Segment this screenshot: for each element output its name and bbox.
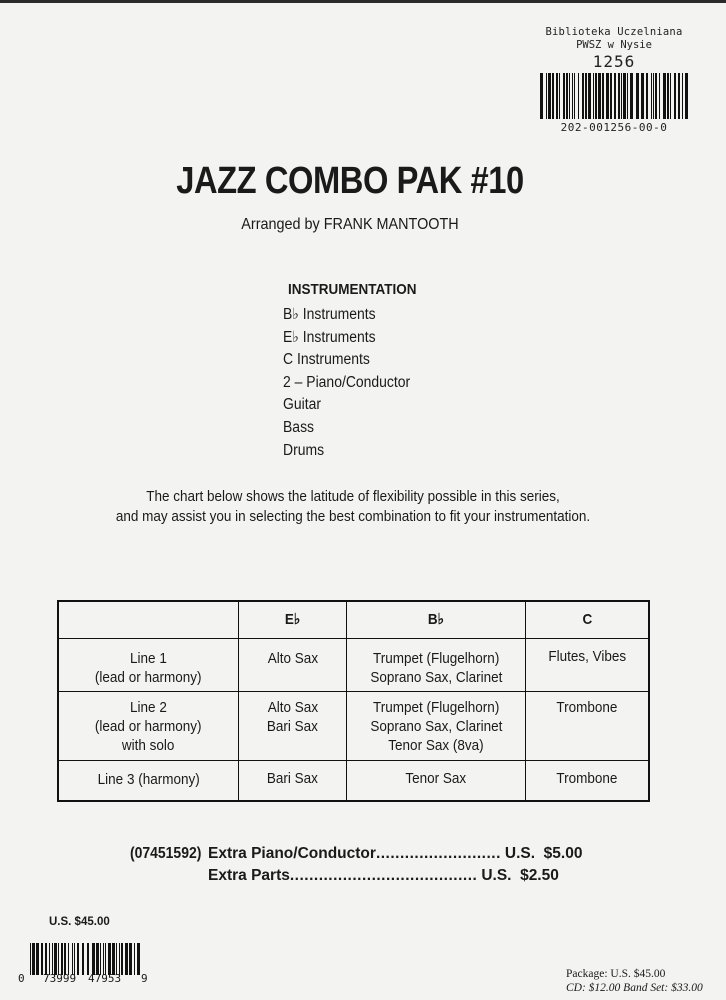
- barcode-bar: [112, 943, 115, 975]
- barcode-bar: [593, 73, 594, 119]
- instrumentation-list: [283, 304, 410, 462]
- cell-line: Tenor Sax (8va): [388, 737, 484, 754]
- eb-cell: [238, 639, 346, 692]
- cell-line: (lead or harmony): [95, 669, 202, 686]
- bb-cell: [347, 692, 526, 761]
- description-line: and may assist you in selecting the best combination to fit your instrumentation.: [115, 508, 591, 525]
- table-row: [58, 692, 649, 761]
- barcode-bar: [58, 943, 59, 975]
- barcode-bar: [137, 943, 140, 975]
- barcode-bar: [92, 943, 95, 975]
- barcode-bar: [116, 943, 117, 975]
- upc-group1: 73999: [43, 972, 77, 985]
- cell-line: Flutes, Vibes: [548, 648, 626, 665]
- header-bb: B♭: [427, 611, 445, 628]
- cell-line: Line 1: [129, 650, 167, 667]
- cell-line: Line 2: [129, 699, 167, 716]
- price-row-parts: [130, 865, 582, 887]
- cell-line: (lead or harmony): [95, 718, 202, 735]
- cell-line: Line 3 (harmony): [97, 771, 200, 788]
- barcode-bar: [585, 73, 587, 119]
- eb-cell: [238, 761, 346, 801]
- cell-line: Soprano Sax, Clarinet: [370, 669, 503, 686]
- barcode-bar: [667, 73, 669, 119]
- instrumentation-table: [57, 600, 650, 802]
- barcode-bar: [670, 73, 671, 119]
- c-cell: [525, 761, 649, 801]
- barcode-bar: [41, 943, 43, 975]
- cell-line: with solo: [122, 737, 175, 754]
- barcode-bar: [54, 943, 57, 975]
- piano-price: U.S. $5.00: [504, 845, 583, 862]
- barcode-bar: [119, 943, 120, 975]
- barcode-bar: [563, 73, 565, 119]
- table-row: [58, 761, 649, 801]
- piano-item-code: (07451592): [130, 845, 202, 862]
- barcode-bar: [72, 943, 73, 975]
- cell-line: Bari Sax: [266, 718, 319, 735]
- cell-line: Trumpet (Flugelhorn): [372, 699, 500, 716]
- barcode-bar: [82, 943, 84, 975]
- table-row: [58, 639, 649, 692]
- barcode-bar: [614, 73, 616, 119]
- barcode-bar: [100, 943, 101, 975]
- barcode-bar: [569, 73, 570, 119]
- barcode-bar: [606, 73, 609, 119]
- instrument-item: Bass: [283, 418, 315, 436]
- cell-line: Bari Sax: [266, 770, 319, 787]
- piano-label: Extra Piano/Conductor: [208, 845, 376, 862]
- c-cell: [525, 692, 649, 761]
- barcode-bar: [52, 943, 53, 975]
- barcode-bar: [636, 73, 639, 119]
- barcode-bar: [96, 943, 99, 975]
- instrumentation-heading: INSTRUMENTATION: [288, 281, 417, 298]
- stamp-barcode-text: 202-001256-00-0: [560, 121, 668, 134]
- stamp-number: 1256: [592, 52, 636, 71]
- barcode-bar: [559, 73, 560, 119]
- barcode-bar: [630, 73, 633, 119]
- cell-line: Alto Sax: [267, 650, 318, 667]
- barcode-bar: [121, 943, 123, 975]
- barcode-bar: [61, 943, 63, 975]
- barcode-bar: [623, 73, 626, 119]
- instrument-item: Drums: [283, 441, 325, 459]
- header-c: C: [582, 611, 592, 628]
- barcode-bar: [655, 73, 657, 119]
- instrument-item: E♭ Instruments: [283, 328, 376, 346]
- barcode-bar: [566, 73, 568, 119]
- cell-line: Trombone: [556, 770, 618, 787]
- c-cell: [525, 639, 649, 692]
- chart-description: [35, 487, 670, 527]
- instrument-item: Guitar: [283, 396, 321, 414]
- barcode-bar: [588, 73, 591, 119]
- barcode-bar: [546, 73, 547, 119]
- cell-line: Soprano Sax, Clarinet: [370, 718, 503, 735]
- upc-left-digit: 0: [18, 972, 25, 985]
- barcode-bar: [77, 943, 79, 975]
- barcode-bar: [540, 73, 543, 119]
- barcode-bar: [646, 73, 648, 119]
- barcode-bar: [678, 73, 680, 119]
- parts-price: U.S. $2.50: [481, 867, 559, 884]
- table-header-cell: [58, 601, 238, 639]
- barcode-bar: [36, 943, 39, 975]
- header-eb: E♭: [284, 611, 301, 628]
- barcode-bar: [556, 73, 558, 119]
- barcode-bar: [87, 943, 89, 975]
- barcode-bar: [552, 73, 554, 119]
- package-price: Package: U.S. $45.00: [566, 968, 666, 980]
- upc-right-digit: 9: [141, 972, 148, 985]
- barcode-bar: [108, 943, 111, 975]
- cd-band-price: CD: $12.00 Band Set: $33.00: [566, 982, 703, 994]
- barcode-bar: [659, 73, 660, 119]
- eb-cell: [238, 692, 346, 761]
- library-stamp: [536, 26, 692, 134]
- parts-label: Extra Parts: [208, 867, 290, 884]
- cover-price: U.S. $45.00: [49, 916, 110, 928]
- stamp-library-name: Biblioteka Uczelniana: [545, 26, 683, 38]
- description-line: The chart below shows the latitude of flexibility possible in this series,: [146, 488, 560, 505]
- barcode-bar: [74, 943, 75, 975]
- barcode-bar: [653, 73, 654, 119]
- barcode-bar: [68, 943, 69, 975]
- cell-line: Tenor Sax: [405, 770, 467, 787]
- barcode-bar: [621, 73, 622, 119]
- barcode-bar: [49, 943, 50, 975]
- bb-cell: [347, 639, 526, 692]
- instrument-item: 2 – Piano/Conductor: [283, 373, 411, 391]
- table-header-cell: [238, 601, 346, 639]
- leader-dots: .......................................: [289, 867, 478, 884]
- upc-barcode: [30, 943, 142, 975]
- barcode-bar: [129, 943, 132, 975]
- barcode-bar: [598, 73, 601, 119]
- barcode-bar: [651, 73, 652, 119]
- line-cell: [58, 761, 238, 801]
- instrument-item: C Instruments: [283, 351, 370, 369]
- instrument-item: B♭ Instruments: [283, 306, 376, 323]
- page-title: JAZZ COMBO PAK #10: [176, 160, 524, 202]
- barcode-bar: [682, 73, 683, 119]
- barcode-bar: [574, 73, 575, 119]
- barcode-bar: [32, 943, 35, 975]
- barcode-bar: [618, 73, 620, 119]
- cell-line: Alto Sax: [267, 699, 318, 716]
- table-header-cell: [347, 601, 526, 639]
- upc-group2: 47953: [88, 972, 122, 985]
- table-header-cell: [525, 601, 649, 639]
- library-barcode: [540, 73, 688, 119]
- price-row-piano: [130, 843, 582, 865]
- barcode-bar: [578, 73, 579, 119]
- extra-prices: [130, 843, 582, 887]
- barcode-bar: [45, 943, 47, 975]
- barcode-bar: [627, 73, 628, 119]
- barcode-bar: [602, 73, 604, 119]
- barcode-bar: [582, 73, 584, 119]
- bb-cell: [347, 761, 526, 801]
- barcode-bar: [572, 73, 573, 119]
- barcode-bar: [30, 943, 31, 975]
- line-cell: [58, 692, 238, 761]
- barcode-bar: [125, 943, 128, 975]
- package-pricing: [566, 967, 703, 995]
- barcode-bar: [685, 73, 688, 119]
- line-cell: [58, 639, 238, 692]
- barcode-bar: [64, 943, 66, 975]
- barcode-bar: [674, 73, 676, 119]
- barcode-bar: [103, 943, 104, 975]
- top-edge-line: [0, 0, 726, 3]
- barcode-bar: [641, 73, 644, 119]
- cell-line: Trumpet (Flugelhorn): [372, 650, 500, 667]
- barcode-bar: [134, 943, 135, 975]
- leader-dots: ..........................: [375, 845, 501, 862]
- stamp-institution: PWSZ w Nysie: [576, 39, 652, 51]
- barcode-bar: [105, 943, 106, 975]
- barcode-bar: [595, 73, 597, 119]
- barcode-bar: [610, 73, 612, 119]
- table-header-row: [58, 601, 649, 639]
- cell-line: Trombone: [556, 699, 618, 716]
- arranger-credit: Arranged by FRANK MANTOOTH: [241, 216, 459, 233]
- barcode-bar: [548, 73, 551, 119]
- barcode-bar: [663, 73, 666, 119]
